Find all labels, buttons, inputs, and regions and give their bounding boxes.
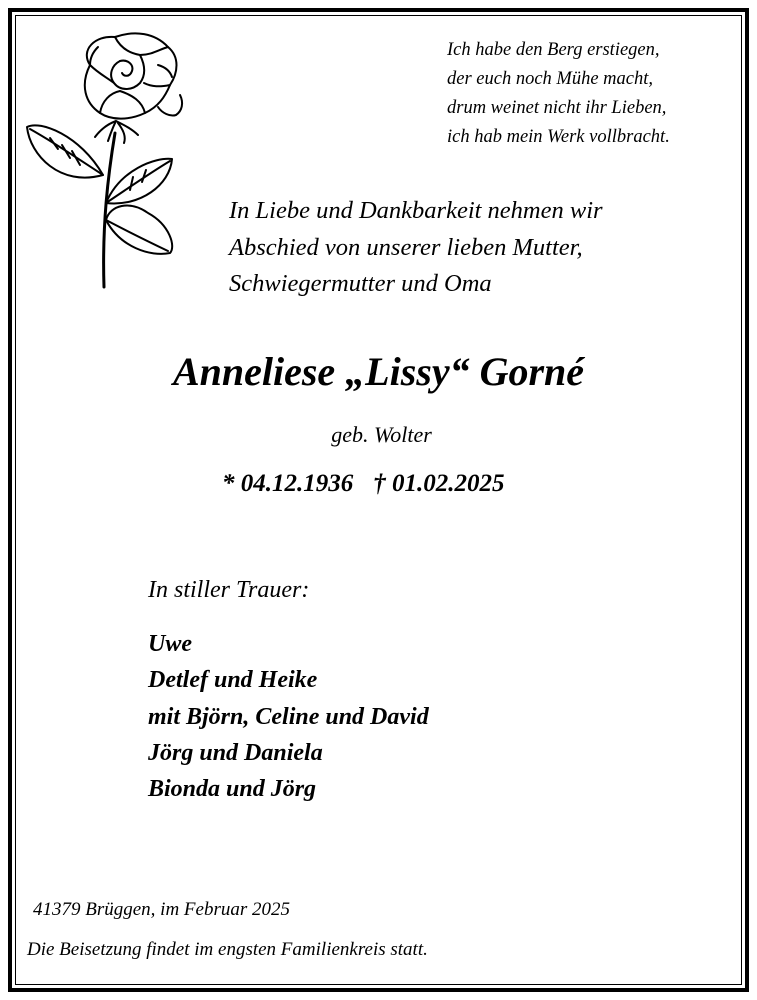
mourners-list — [148, 626, 429, 807]
poem-line: drum weinet nicht ihr Lieben, — [447, 98, 667, 118]
poem-line: ich hab mein Werk vollbracht. — [447, 127, 670, 147]
intro-line: Abschied von unserer lieben Mutter, — [229, 233, 583, 261]
list-item: mit Björn, Celine und David — [148, 703, 429, 730]
list-item: Jörg und Daniela — [148, 739, 323, 766]
poem-line: der euch noch Mühe macht, — [447, 69, 654, 89]
death-date: † 01.02.2025 — [373, 470, 505, 497]
maiden-name: geb. Wolter — [331, 422, 432, 447]
birth-date: * 04.12.1936 — [222, 470, 354, 497]
burial-note: Die Beisetzung findet im engsten Familienkreis statt. — [27, 939, 428, 960]
list-item: Uwe — [148, 631, 192, 657]
intro-text — [229, 193, 699, 303]
rose-icon — [20, 25, 205, 295]
place-date: 41379 Brüggen, im Februar 2025 — [33, 899, 291, 920]
poem-line: Ich habe den Berg erstiegen, — [447, 40, 660, 60]
intro-line: Schwiegermutter und Oma — [229, 270, 492, 297]
list-item: Detlef und Heike — [148, 667, 318, 694]
deceased-name: Anneliese „Lissy“ Gorné — [172, 349, 585, 394]
life-dates — [222, 468, 582, 500]
mourning-heading: In stiller Trauer: — [148, 577, 310, 603]
poem — [447, 36, 737, 152]
list-item: Bionda und Jörg — [148, 776, 317, 803]
intro-line: In Liebe und Dankbarkeit nehmen wir — [229, 197, 603, 224]
